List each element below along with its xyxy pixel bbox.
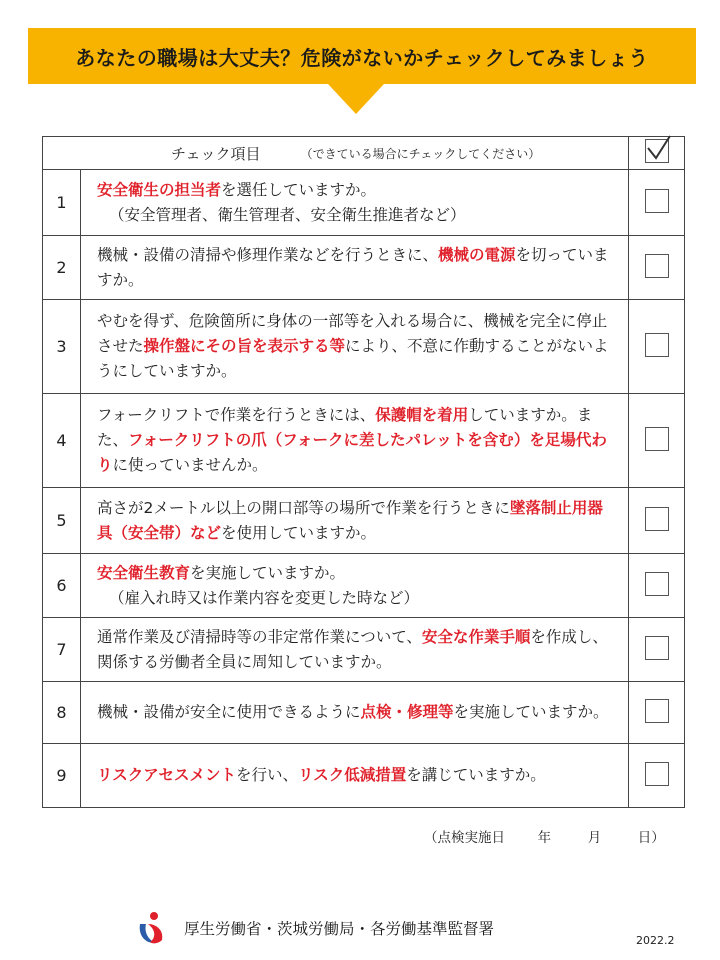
- highlight-text: 安全衛生教育: [97, 563, 191, 582]
- highlight-text: 安全な作業手順: [421, 627, 531, 646]
- body-text: （雇入れ時又は作業内容を変更した時など）: [109, 588, 420, 607]
- row-number: 5: [43, 488, 81, 554]
- row-text: [81, 394, 629, 488]
- header-banner: [28, 28, 696, 84]
- check-box[interactable]: [645, 333, 669, 357]
- highlight-text: 保護帽を着用: [375, 406, 469, 424]
- highlight-text: 安全衛生の担当者: [97, 180, 222, 199]
- body-text: を選任していますか。: [221, 180, 377, 199]
- header-checkmark-icon: [645, 139, 669, 163]
- body-text: を行い、: [236, 766, 299, 784]
- table-header-row: [43, 137, 685, 170]
- row-text: [81, 300, 629, 394]
- date-label: （点検実施日: [424, 830, 505, 846]
- row-number: 8: [43, 682, 81, 744]
- body-text: を切っていますか。: [97, 245, 609, 289]
- row-text: [81, 744, 629, 808]
- check-box[interactable]: [645, 507, 669, 531]
- row-text: [81, 618, 629, 682]
- check-box[interactable]: [645, 189, 669, 213]
- check-box[interactable]: [645, 572, 669, 596]
- highlight-text: 操作盤にその旨を表示する等: [143, 337, 346, 355]
- table-header: [43, 137, 629, 170]
- body-text: を実施していますか。: [453, 703, 609, 721]
- checklist-table: [42, 136, 685, 808]
- row-text: [81, 554, 629, 618]
- row-text: [81, 236, 629, 300]
- highlight-text: 点検・修理等: [360, 703, 454, 721]
- ministry-logo-icon: [134, 910, 170, 946]
- body-text: により、不意に作動することがないようにしていますか。: [97, 337, 609, 380]
- body-text: 機械・設備が安全に使用できるように: [97, 703, 361, 721]
- row-text: [81, 170, 629, 236]
- row-number: 1: [43, 170, 81, 236]
- row-number: 4: [43, 394, 81, 488]
- row-check-cell: [629, 682, 685, 744]
- body-text: を使用していますか。: [221, 523, 377, 542]
- table-row: [43, 394, 685, 488]
- body-text: フォークリフトで作業を行うときには、: [97, 406, 376, 424]
- header-title: チェック項目: [171, 144, 261, 163]
- table-row: [43, 300, 685, 394]
- body-text: 通常作業及び清掃時等の非定常作業について、: [97, 627, 422, 646]
- row-number: 9: [43, 744, 81, 808]
- table-row: [43, 236, 685, 300]
- body-text: 高さが2メートル以上の開口部等の場所で作業を行うときに: [97, 498, 510, 517]
- inspection-date-line: [424, 826, 665, 846]
- issue-date: 2022.2: [636, 934, 675, 947]
- row-number: 2: [43, 236, 81, 300]
- row-check-cell: [629, 236, 685, 300]
- header-note: （できている場合にチェックしてください）: [300, 146, 541, 161]
- table-row: [43, 618, 685, 682]
- row-check-cell: [629, 394, 685, 488]
- row-text: [81, 488, 629, 554]
- body-text: 機械・設備の清掃や修理作業などを行うときに、: [97, 245, 439, 264]
- highlight-text: フォークリフトの爪（フォークに差したパレットを含む）を足場代わり: [97, 431, 607, 474]
- row-check-cell: [629, 618, 685, 682]
- row-number: 6: [43, 554, 81, 618]
- body-text: を講じていますか。: [406, 766, 546, 784]
- row-number: 7: [43, 618, 81, 682]
- header-check-cell: [629, 137, 685, 170]
- banner-title: あなたの職場は大丈夫？危険がないかチェックしてみましょう: [75, 45, 649, 70]
- row-text: [81, 682, 629, 744]
- table-row: [43, 554, 685, 618]
- highlight-text: 墜落制止用器具（安全帯）など: [97, 498, 603, 542]
- date-day: 日）: [637, 830, 665, 846]
- check-box[interactable]: [645, 762, 669, 786]
- row-check-cell: [629, 300, 685, 394]
- row-check-cell: [629, 554, 685, 618]
- check-box[interactable]: [645, 699, 669, 723]
- body-text: していますか。また、: [97, 406, 593, 449]
- table-row: [43, 488, 685, 554]
- check-box[interactable]: [645, 254, 669, 278]
- banner-arrow: [328, 84, 384, 114]
- highlight-text: リスク低減措置: [298, 766, 407, 784]
- footer-org: 厚生労働省・茨城労働局・各労働基準監督署: [184, 920, 495, 938]
- highlight-text: リスクアセスメント: [97, 766, 237, 784]
- table-row: [43, 170, 685, 236]
- table-row: [43, 744, 685, 808]
- table-row: [43, 682, 685, 744]
- body-text: を作成し、関係する労働者全員に周知していますか。: [97, 627, 608, 671]
- highlight-text: 機械の電源: [438, 245, 516, 264]
- body-text: やむを得ず、危険箇所に身体の一部等を入れる場合に、機械を完全に停止させた: [97, 312, 608, 355]
- body-text: （安全管理者、衛生管理者、安全衛生推進者など）: [109, 205, 466, 224]
- footer: [134, 910, 494, 946]
- date-month: 月: [587, 830, 602, 846]
- row-check-cell: [629, 488, 685, 554]
- body-text: を実施していますか。: [190, 563, 346, 582]
- row-check-cell: [629, 170, 685, 236]
- row-check-cell: [629, 744, 685, 808]
- body-text: に使っていませんか。: [112, 456, 268, 474]
- check-box[interactable]: [645, 636, 669, 660]
- date-year: 年: [537, 830, 552, 846]
- check-box[interactable]: [645, 427, 669, 451]
- row-number: 3: [43, 300, 81, 394]
